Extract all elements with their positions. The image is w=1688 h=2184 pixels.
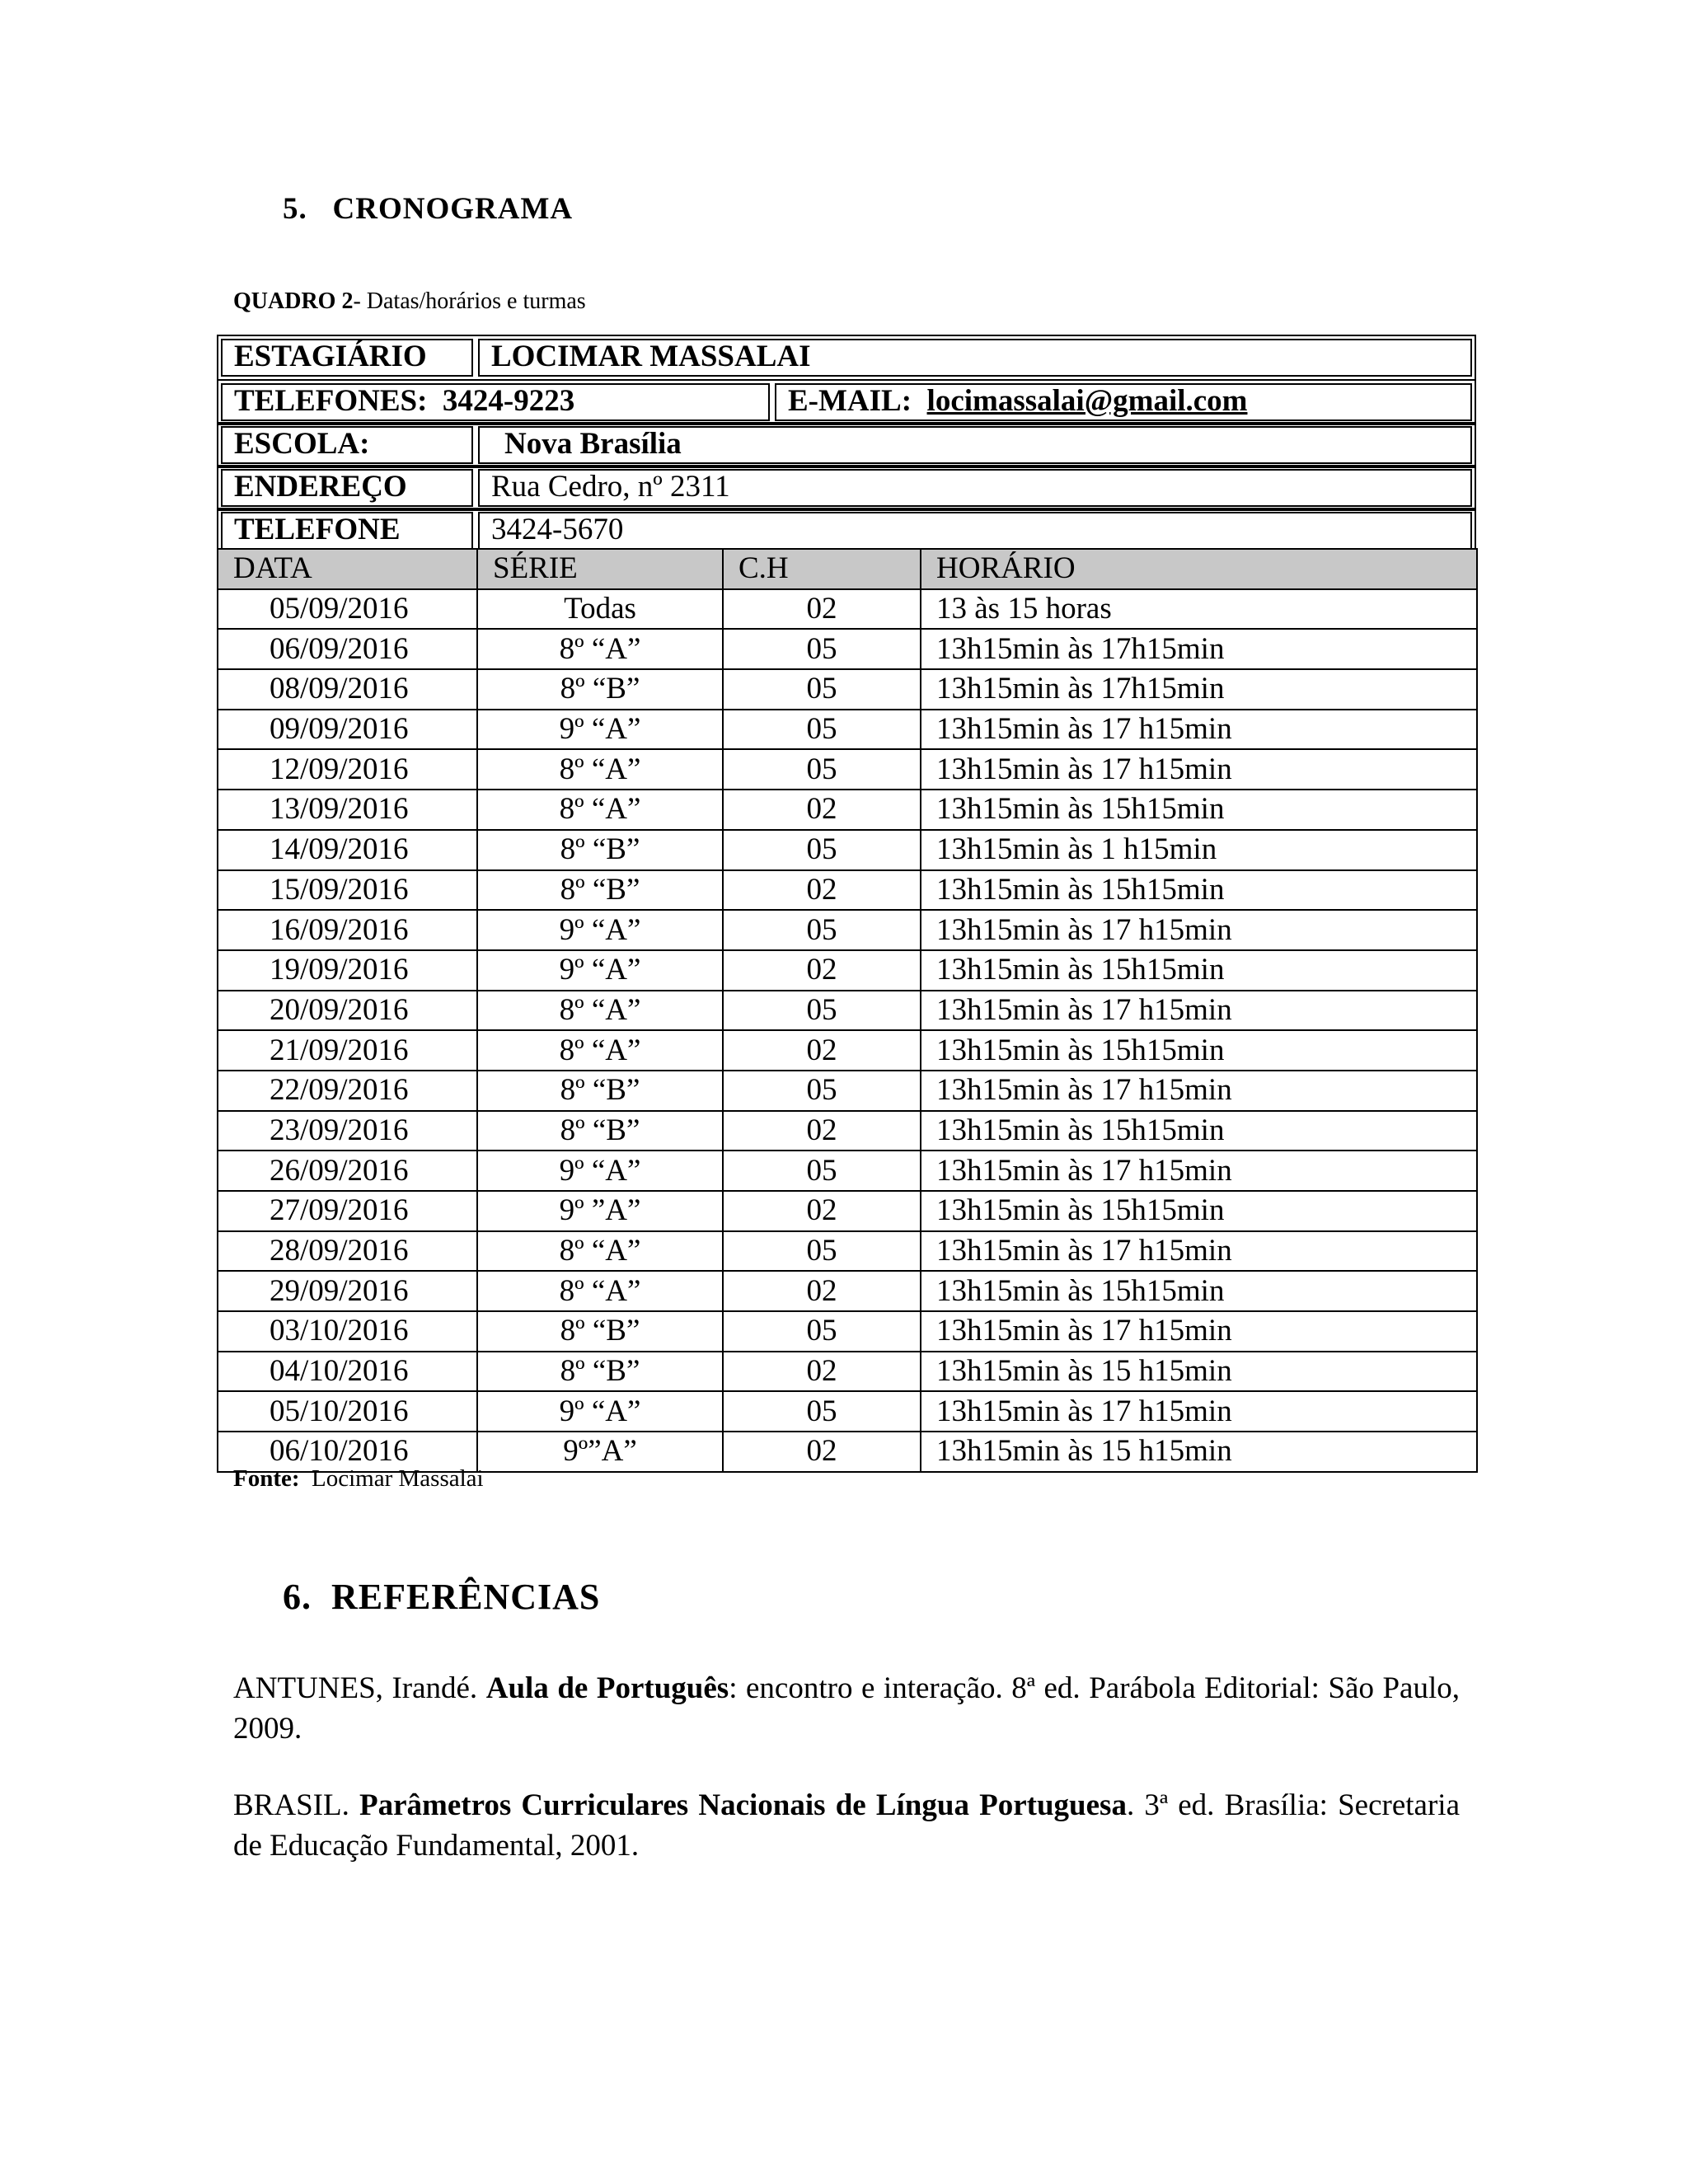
- cell-horario: 13h15min às 1 h15min: [921, 830, 1477, 870]
- cell-serie: 8º “A”: [477, 1030, 723, 1071]
- cell-data: 06/09/2016: [218, 629, 477, 669]
- cell-ch: 05: [723, 830, 921, 870]
- table-row: [218, 629, 1477, 669]
- cell-ch: 05: [723, 629, 921, 669]
- table-row: [218, 1311, 1477, 1352]
- section-6-number: 6.: [283, 1577, 312, 1617]
- cell-ch: 05: [723, 1231, 921, 1272]
- cell-ch: 05: [723, 910, 921, 950]
- table-row: [218, 991, 1477, 1031]
- table-row: [218, 1391, 1477, 1432]
- telefones-label: TELEFONES:: [234, 384, 428, 418]
- cell-serie: 8º “A”: [477, 991, 723, 1031]
- estagiario-label: ESTAGIÁRIO: [221, 339, 473, 377]
- cell-ch: 05: [723, 710, 921, 750]
- section-6-title: REFERÊNCIAS: [331, 1577, 601, 1617]
- cell-data: 13/09/2016: [218, 790, 477, 830]
- cell-serie: 8º “A”: [477, 749, 723, 790]
- cell-ch: 05: [723, 991, 921, 1031]
- cell-data: 29/09/2016: [218, 1271, 477, 1311]
- cell-horario: 13h15min às 15h15min: [921, 790, 1477, 830]
- cell-data: 26/09/2016: [218, 1151, 477, 1191]
- cell-data: 15/09/2016: [218, 870, 477, 911]
- cell-ch: 02: [723, 950, 921, 991]
- table-row: [218, 1030, 1477, 1071]
- header-serie: SÉRIE: [477, 549, 723, 589]
- schedule-header-row: [218, 549, 1477, 589]
- table-source: [233, 1465, 484, 1493]
- cell-horario: 13h15min às 15h15min: [921, 1111, 1477, 1151]
- cell-horario: 13h15min às 15 h15min: [921, 1352, 1477, 1392]
- table-row: [218, 1231, 1477, 1272]
- email-cell: [775, 383, 1472, 421]
- cell-horario: 13h15min às 15h15min: [921, 1030, 1477, 1071]
- cell-data: 08/09/2016: [218, 669, 477, 710]
- cell-horario: 13h15min às 17 h15min: [921, 910, 1477, 950]
- section-5-number: 5.: [283, 192, 307, 226]
- cell-data: 09/09/2016: [218, 710, 477, 750]
- cell-ch: 05: [723, 1151, 921, 1191]
- section-6-heading: [283, 1576, 600, 1618]
- cell-serie: 9º “A”: [477, 910, 723, 950]
- cell-data: 06/10/2016: [218, 1432, 477, 1472]
- table-row: [218, 589, 1477, 630]
- info-row-endereco: [217, 465, 1476, 511]
- cell-data: 05/09/2016: [218, 589, 477, 630]
- info-row-telefone: [217, 508, 1476, 554]
- header-data: DATA: [218, 549, 477, 589]
- cell-ch: 05: [723, 1311, 921, 1352]
- escola-label: ESCOLA:: [221, 426, 473, 464]
- table-row: [218, 710, 1477, 750]
- endereco-label: ENDEREÇO: [221, 469, 473, 507]
- cell-horario: 13h15min às 17h15min: [921, 629, 1477, 669]
- estagiario-value: LOCIMAR MASSALAI: [478, 339, 1472, 377]
- cell-data: 21/09/2016: [218, 1030, 477, 1071]
- cell-ch: 02: [723, 790, 921, 830]
- cell-ch: 02: [723, 1352, 921, 1392]
- info-row-escola: [217, 422, 1476, 468]
- cell-ch: 02: [723, 1191, 921, 1231]
- reference-title: Aula de Português: [485, 1671, 729, 1705]
- table-caption: [233, 288, 586, 315]
- reference-item: [233, 1785, 1460, 1866]
- endereco-value: Rua Cedro, nº 2311: [478, 469, 1472, 507]
- cell-horario: 13h15min às 15h15min: [921, 870, 1477, 911]
- cell-horario: 13h15min às 15 h15min: [921, 1432, 1477, 1472]
- cell-serie: 8º “B”: [477, 1311, 723, 1352]
- cell-data: 19/09/2016: [218, 950, 477, 991]
- table-row: [218, 1151, 1477, 1191]
- cell-serie: 8º “B”: [477, 1071, 723, 1111]
- cell-ch: 05: [723, 669, 921, 710]
- cell-horario: 13h15min às 15h15min: [921, 950, 1477, 991]
- cell-data: 04/10/2016: [218, 1352, 477, 1392]
- cell-serie: 8º “A”: [477, 790, 723, 830]
- cell-data: 16/09/2016: [218, 910, 477, 950]
- fonte-text: Locimar Massalai: [312, 1465, 484, 1492]
- telefone-label: TELEFONE: [221, 512, 473, 550]
- section-5-heading: [283, 191, 573, 227]
- cell-serie: 8º “A”: [477, 1231, 723, 1272]
- table-row: [218, 669, 1477, 710]
- cell-serie: 8º “B”: [477, 669, 723, 710]
- table-row: [218, 870, 1477, 911]
- cell-data: 28/09/2016: [218, 1231, 477, 1272]
- cell-horario: 13h15min às 15h15min: [921, 1271, 1477, 1311]
- cell-ch: 05: [723, 749, 921, 790]
- header-ch: C.H: [723, 549, 921, 589]
- table-row: [218, 910, 1477, 950]
- escola-value: Nova Brasília: [478, 426, 1472, 464]
- section-5-title: CRONOGRAMA: [332, 192, 574, 226]
- cell-ch: 02: [723, 1271, 921, 1311]
- reference-author: ANTUNES, Irandé.: [233, 1671, 486, 1705]
- table-row: [218, 830, 1477, 870]
- cell-serie: 8º “B”: [477, 1352, 723, 1392]
- cell-data: 20/09/2016: [218, 991, 477, 1031]
- cell-serie: Todas: [477, 589, 723, 630]
- cell-serie: 9º “A”: [477, 710, 723, 750]
- fonte-label: Fonte:: [233, 1465, 300, 1492]
- cell-horario: 13h15min às 17 h15min: [921, 1231, 1477, 1272]
- cell-ch: 05: [723, 1391, 921, 1432]
- cell-horario: 13h15min às 17 h15min: [921, 1391, 1477, 1432]
- cell-serie: 8º “A”: [477, 629, 723, 669]
- cell-horario: 13h15min às 17 h15min: [921, 1311, 1477, 1352]
- reference-author: BRASIL.: [233, 1788, 359, 1822]
- table-row: [218, 950, 1477, 991]
- table-row: [218, 790, 1477, 830]
- cell-serie: 9º “A”: [477, 950, 723, 991]
- cell-horario: 13h15min às 17h15min: [921, 669, 1477, 710]
- schedule-body: [218, 589, 1477, 1472]
- cell-horario: 13h15min às 17 h15min: [921, 749, 1477, 790]
- reference-details: . 3ª ed. Brasília: Secretaria de Educação Fundamental, 2001.: [233, 1788, 1460, 1863]
- cell-horario: 13h15min às 17 h15min: [921, 991, 1477, 1031]
- cell-serie: 8º “A”: [477, 1271, 723, 1311]
- cell-serie: 8º “B”: [477, 830, 723, 870]
- table-row: [218, 749, 1477, 790]
- cell-data: 23/09/2016: [218, 1111, 477, 1151]
- cell-serie: 9º “A”: [477, 1391, 723, 1432]
- cell-ch: 02: [723, 870, 921, 911]
- cell-ch: 02: [723, 1030, 921, 1071]
- reference-title: Parâmetros Curriculares Nacionais de Língua Portuguesa: [359, 1788, 1127, 1822]
- cell-ch: 02: [723, 1432, 921, 1472]
- telefones-cell: [221, 383, 770, 421]
- table-row: [218, 1191, 1477, 1231]
- cell-serie: 9º ”A”: [477, 1191, 723, 1231]
- table-row: [218, 1352, 1477, 1392]
- telefone-value: 3424-5670: [478, 512, 1472, 550]
- cell-ch: 02: [723, 1111, 921, 1151]
- cell-data: 27/09/2016: [218, 1191, 477, 1231]
- email-link[interactable]: locimassalai@gmail.com: [926, 384, 1248, 418]
- cell-serie: 8º “B”: [477, 870, 723, 911]
- schedule-table: [217, 548, 1478, 1473]
- cell-horario: 13h15min às 15h15min: [921, 1191, 1477, 1231]
- cell-serie: 9º “A”: [477, 1151, 723, 1191]
- cell-horario: 13h15min às 17 h15min: [921, 710, 1477, 750]
- table-row: [218, 1111, 1477, 1151]
- cell-data: 14/09/2016: [218, 830, 477, 870]
- table-row: [218, 1271, 1477, 1311]
- cell-serie: 8º “B”: [477, 1111, 723, 1151]
- reference-item: [233, 1668, 1460, 1749]
- cell-data: 12/09/2016: [218, 749, 477, 790]
- email-label: E-MAIL:: [788, 384, 912, 418]
- cell-horario: 13 às 15 horas: [921, 589, 1477, 630]
- cell-data: 05/10/2016: [218, 1391, 477, 1432]
- cell-horario: 13h15min às 17 h15min: [921, 1071, 1477, 1111]
- reference-details: : encontro e interação. 8ª ed. Parábola Editorial: São Paulo, 2009.: [233, 1671, 1461, 1746]
- cell-ch: 02: [723, 589, 921, 630]
- cell-horario: 13h15min às 17 h15min: [921, 1151, 1477, 1191]
- header-horario: HORÁRIO: [921, 549, 1477, 589]
- telefones-value: 3424-9223: [442, 384, 575, 418]
- cell-data: 22/09/2016: [218, 1071, 477, 1111]
- cell-data: 03/10/2016: [218, 1311, 477, 1352]
- caption-label: QUADRO 2: [233, 288, 354, 314]
- info-row-estagiario: [217, 335, 1476, 381]
- table-row: [218, 1071, 1477, 1111]
- cell-ch: 05: [723, 1071, 921, 1111]
- caption-text: - Datas/horários e turmas: [353, 288, 586, 314]
- info-row-contact: [217, 379, 1476, 425]
- cell-serie: 9º”A”: [477, 1432, 723, 1472]
